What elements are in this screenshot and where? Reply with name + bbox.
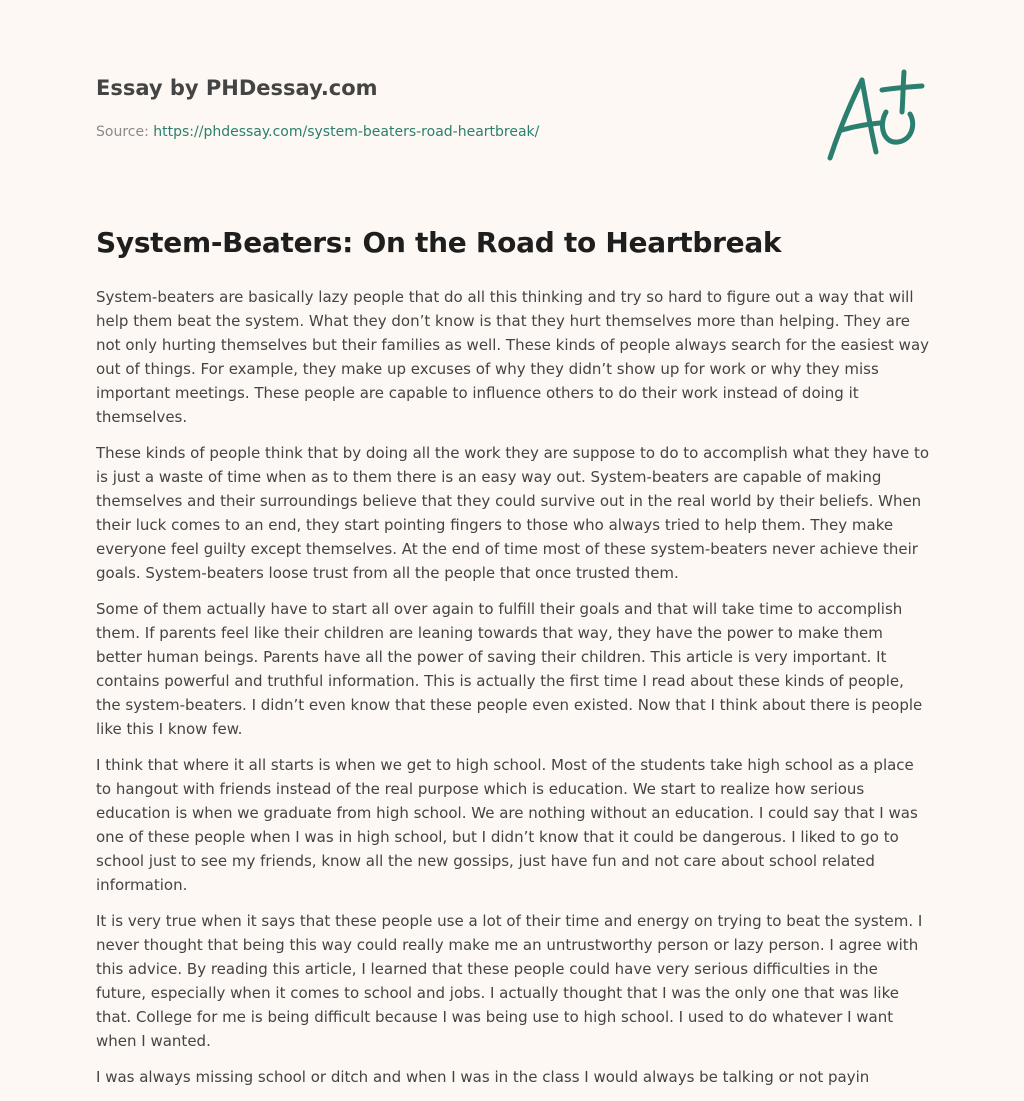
essay-paragraph: I think that where it all starts is when we get to high school. Most of the students take high school as a place to hangout with friends instead of the real purpose which is education. We start to realize how serious education is when we graduate from high school. We are nothing without an education. I could say that I was one of these people when I was in high school, but I didn’t know that it could be dangerous. I liked to go to school just to see my friends, know all the new gossips, just have fun and not care about school related information.	[96, 756, 918, 894]
source-line	[96, 124, 539, 140]
a-plus-logo-icon	[822, 68, 926, 164]
essay-paragraph: These kinds of people think that by doing all the work they are suppose to do to accomplish what they have to is just a waste of time when as to them there is an easy way out. System-beaters are capable of making themselves and their surroundings believe that they could survive out in the real world by their beliefs. When their luck comes to an end, they start pointing fingers to those who always tried to help them. They make everyone feel guilty except themselves. At the end of time most of these system-beaters never achieve their goals. System-beaters loose trust from all the people that once trusted them.	[96, 444, 930, 582]
essay-paragraph: System-beaters are basically lazy people that do all this thinking and try so hard to figure out a way that will help them beat the system. What they don’t know is that they hurt themselves more than helping. They are not only hurting themselves but their families as well. These kinds of people always search for the easiest way out of things. For example, they make up excuses of why they didn’t show up for work or why they miss important meetings. These people are capable to influence others to do their work instead of doing it themselves.	[96, 288, 930, 426]
essay-paragraph: I was always missing school or ditch and when I was in the class I would always be talking or not payin	[96, 1068, 870, 1086]
site-title: Essay by PHDessay.com	[96, 76, 378, 100]
essay-paragraph: It is very true when it says that these people use a lot of their time and energy on trying to beat the system. I never thought that being this way could really make me an untrustworthy person or lazy person. I agree with this advice. By reading this article, I learned that these people could have very serious difficulties in the future, especially when it comes to school and jobs. I actually thought that I was the only one that was like that. College for me is being difficult because I was being use to high school. I used to do whatever I want when I wanted.	[96, 912, 923, 1050]
essay-body	[96, 285, 930, 1101]
essay-title: System-Beaters: On the Road to Heartbreak	[96, 226, 782, 259]
source-label: Source:	[96, 124, 154, 140]
essay-paragraph: Some of them actually have to start all over again to fulfill their goals and that will take time to accomplish them. If parents feel like their children are leaning towards that way, they have the power to make them better human beings. Parents have all the power of saving their children. This article is very important. It contains powerful and truthful information. This is actually the first time I read about these kinds of people, the system-beaters. I didn’t even know that these people even existed. Now that I think about there is people like this I know few.	[96, 600, 923, 738]
source-link[interactable]: https://phdessay.com/system-beaters-road-heartbreak/	[153, 124, 540, 140]
